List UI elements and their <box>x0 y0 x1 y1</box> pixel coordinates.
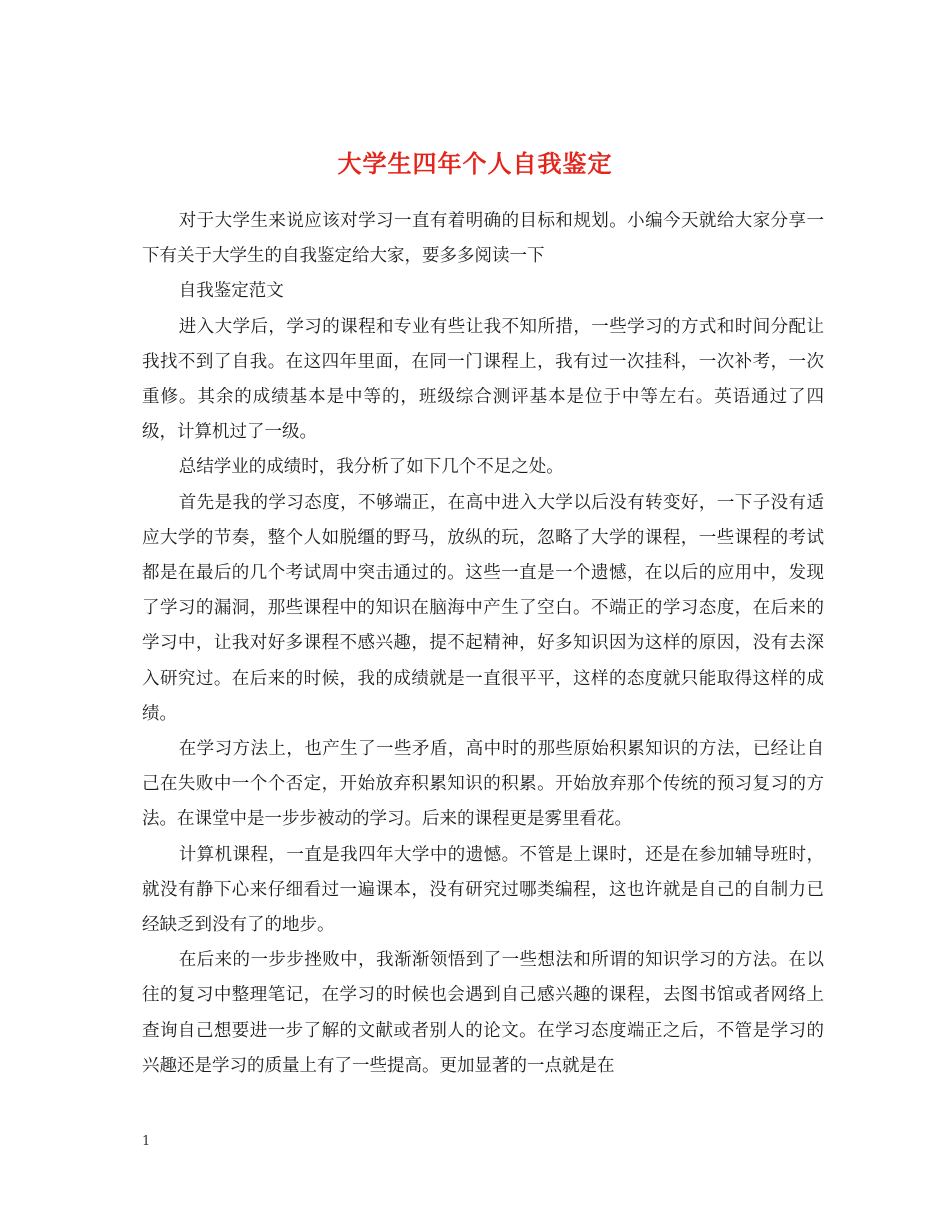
paragraph-method: 在学习方法上，也产生了一些矛盾，高中时的那些原始积累知识的方法，已经让自己在失败中一个个否定，开始放弃积累知识的积累。开始放弃那个传统的预习复习的方法。在课堂中是一步步被动的学习。后来的课程更是雾里看花。 <box>142 739 824 830</box>
paragraph-improvement: 在后来的一步步挫败中，我渐渐领悟到了一些想法和所谓的知识学习的方法。在以往的复习中整理笔记，在学习的时候也会遇到自己感兴趣的课程，去图书馆或者网络上查询自己想要进一步了解的文献或者别人的论文。在学习态度端正之后，不管是学习的兴趣还是学习的质量上有了一些提高。更加显著的一点就是在 <box>142 950 824 1076</box>
paragraph-summary: 总结学业的成绩时，我分析了如下几个不足之处。 <box>178 457 564 478</box>
paragraph-computer: 计算机课程，一直是我四年大学中的遗憾。不管是上课时，还是在参加辅导班时，就没有静下心来仔细看过一遍课本，没有研究过哪类编程，这也许就是自己的自制力已经缺乏到没有了的地步。 <box>142 844 824 936</box>
paragraph-heading: 自我鉴定范文 <box>178 281 284 302</box>
paragraph-attitude: 首先是我的学习态度，不够端正，在高中进入大学以后没有转变好，一下子没有适应大学的节奏，整个人如脱缰的野马，放纵的玩，忽略了大学的课程，一些课程的考试都是在最后的几个考试周中突击通过的。这些一直是一个遗憾，在以后的应用中，发现了学习的漏洞，那些课程中的知识在脑海中产生了空白。不端正的学习态度，在后来的学习中，让我对好多课程不感兴趣，提不起精神，好多知识因为这样的原因，没有去深入研究过。在后来的时候，我的成绩就是一直很平平，这样的态度就只能取得这样的成绩。 <box>142 492 824 724</box>
paragraph-intro: 对于大学生来说应该对学习一直有着明确的目标和规划。小编今天就给大家分享一下有关于大学生的自我鉴定给大家，要多多阅读一下 <box>142 211 824 267</box>
document-body <box>142 204 824 1084</box>
document-title: 大学生四年个人自我鉴定 <box>337 149 613 179</box>
paragraph-university-start: 进入大学后，学习的课程和专业有些让我不知所措，一些学习的方式和时间分配让我找不到了自我。在这四年里面，在同一门课程上，我有过一次挂科，一次补考，一次重修。其余的成绩基本是中等的，班级综合测评基本是位于中等左右。英语通过了四级，计算机过了一级。 <box>142 316 824 443</box>
page-number: 1 <box>142 1134 151 1149</box>
